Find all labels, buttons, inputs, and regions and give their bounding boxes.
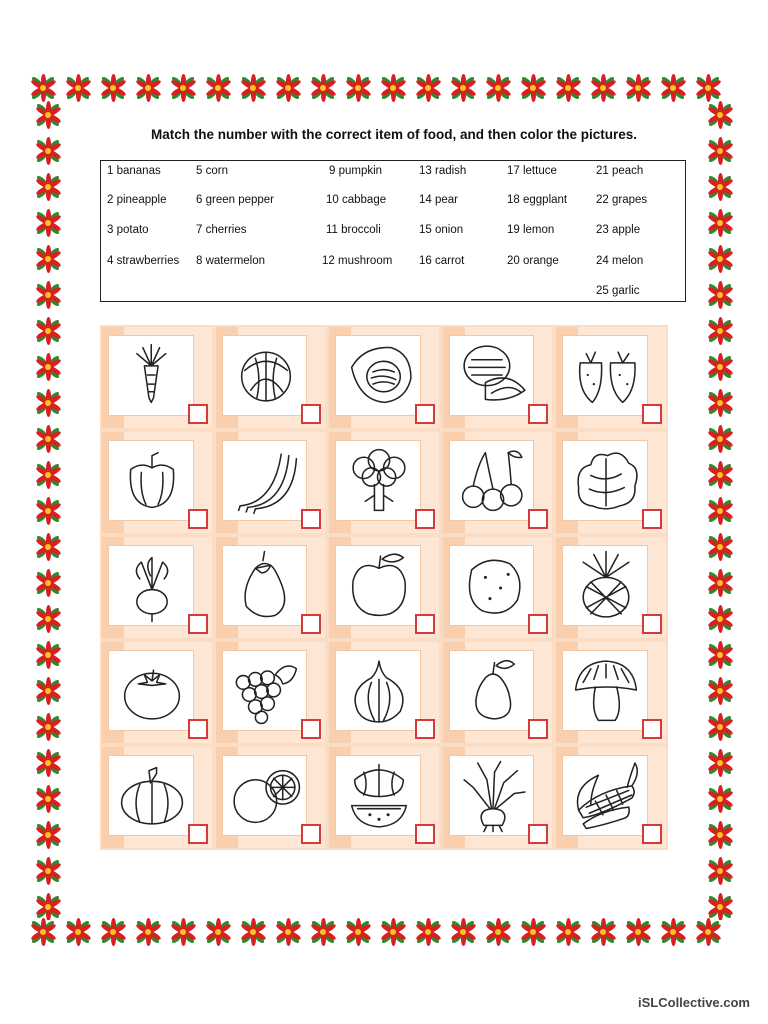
poinsettia-icon bbox=[705, 100, 735, 130]
poinsettia-icon bbox=[63, 73, 93, 103]
answer-box[interactable] bbox=[642, 824, 662, 844]
poinsettia-icon bbox=[33, 820, 63, 850]
word-item: 7 cherries bbox=[196, 224, 247, 236]
poinsettia-icon bbox=[33, 100, 63, 130]
footer-watermark: iSLCollective.com bbox=[638, 995, 750, 1010]
poinsettia-icon bbox=[33, 640, 63, 670]
poinsettia-icon bbox=[553, 73, 583, 103]
answer-box[interactable] bbox=[301, 509, 321, 529]
word-item: 6 green pepper bbox=[196, 194, 275, 206]
picture-cell bbox=[216, 327, 326, 428]
answer-box[interactable] bbox=[188, 824, 208, 844]
poinsettia-icon bbox=[33, 532, 63, 562]
picture-cell bbox=[102, 537, 212, 638]
poinsettia-icon bbox=[33, 784, 63, 814]
poinsettia-icon bbox=[623, 73, 653, 103]
pumpkin-slice-icon bbox=[341, 337, 417, 413]
word-item: 3 potato bbox=[107, 224, 149, 236]
watermelon-icon bbox=[341, 757, 417, 833]
poinsettia-icon bbox=[343, 917, 373, 947]
poinsettia-icon bbox=[705, 568, 735, 598]
poinsettia-icon bbox=[658, 73, 688, 103]
pear-icon bbox=[455, 652, 531, 728]
answer-box[interactable] bbox=[188, 509, 208, 529]
answer-box[interactable] bbox=[528, 404, 548, 424]
picture-cell bbox=[329, 432, 439, 533]
picture-cell bbox=[102, 432, 212, 533]
poinsettia-icon bbox=[378, 917, 408, 947]
poinsettia-icon bbox=[33, 892, 63, 920]
poinsettia-icon bbox=[705, 352, 735, 382]
word-item: 14 pear bbox=[419, 194, 459, 206]
poinsettia-icon bbox=[33, 388, 63, 418]
poinsettia-icon bbox=[705, 424, 735, 454]
strawberry-icon bbox=[568, 337, 644, 413]
cherries-icon bbox=[455, 442, 531, 518]
poinsettia-icon bbox=[308, 917, 338, 947]
poinsettia-icon bbox=[413, 73, 443, 103]
answer-box[interactable] bbox=[642, 719, 662, 739]
poinsettia-icon bbox=[705, 172, 735, 202]
poinsettia-icon bbox=[133, 73, 163, 103]
corn-icon bbox=[568, 757, 644, 833]
garlic-icon bbox=[455, 757, 531, 833]
poinsettia-icon bbox=[33, 208, 63, 238]
answer-box[interactable] bbox=[415, 614, 435, 634]
poinsettia-icon bbox=[705, 136, 735, 166]
picture-grid bbox=[100, 325, 668, 850]
poinsettia-border-left bbox=[28, 100, 68, 920]
poinsettia-icon bbox=[133, 917, 163, 947]
poinsettia-icon bbox=[705, 496, 735, 526]
answer-box[interactable] bbox=[188, 404, 208, 424]
picture-cell bbox=[329, 642, 439, 743]
word-item: 4 strawberries bbox=[107, 255, 180, 267]
answer-box[interactable] bbox=[528, 509, 548, 529]
poinsettia-icon bbox=[33, 496, 63, 526]
picture-cell bbox=[102, 642, 212, 743]
poinsettia-icon bbox=[33, 460, 63, 490]
poinsettia-icon bbox=[33, 136, 63, 166]
tomato-icon bbox=[114, 652, 190, 728]
poinsettia-icon bbox=[378, 73, 408, 103]
poinsettia-icon bbox=[705, 208, 735, 238]
picture-cell bbox=[216, 642, 326, 743]
word-item: 18 eggplant bbox=[507, 194, 568, 206]
answer-box[interactable] bbox=[301, 719, 321, 739]
poinsettia-icon bbox=[238, 917, 268, 947]
answer-box[interactable] bbox=[415, 404, 435, 424]
potato-icon bbox=[455, 547, 531, 623]
poinsettia-icon bbox=[33, 748, 63, 778]
answer-box[interactable] bbox=[642, 404, 662, 424]
pumpkin-icon bbox=[114, 757, 190, 833]
picture-cell bbox=[556, 747, 666, 848]
poinsettia-icon bbox=[33, 676, 63, 706]
poinsettia-icon bbox=[203, 917, 233, 947]
picture-cell bbox=[443, 432, 553, 533]
picture-cell bbox=[443, 327, 553, 428]
poinsettia-border-right bbox=[700, 100, 740, 920]
word-item: 23 apple bbox=[596, 224, 641, 236]
poinsettia-icon bbox=[28, 917, 58, 947]
poinsettia-icon bbox=[693, 73, 723, 103]
poinsettia-icon bbox=[413, 917, 443, 947]
poinsettia-icon bbox=[33, 316, 63, 346]
word-item: 16 carrot bbox=[419, 255, 465, 267]
grapes-icon bbox=[228, 652, 304, 728]
pepper-icon bbox=[114, 442, 190, 518]
word-item: 5 corn bbox=[196, 165, 228, 177]
word-item: 2 pineapple bbox=[107, 194, 167, 206]
bananas-icon bbox=[228, 442, 304, 518]
picture-cell bbox=[216, 537, 326, 638]
poinsettia-icon bbox=[705, 748, 735, 778]
poinsettia-icon bbox=[273, 917, 303, 947]
answer-box[interactable] bbox=[415, 719, 435, 739]
poinsettia-icon bbox=[705, 316, 735, 346]
poinsettia-icon bbox=[705, 712, 735, 742]
poinsettia-icon bbox=[658, 917, 688, 947]
picture-cell bbox=[216, 432, 326, 533]
poinsettia-icon bbox=[705, 640, 735, 670]
poinsettia-icon bbox=[98, 73, 128, 103]
word-item: 12 mushroom bbox=[322, 255, 393, 267]
word-item: 10 cabbage bbox=[326, 194, 387, 206]
poinsettia-icon bbox=[705, 388, 735, 418]
poinsettia-icon bbox=[623, 917, 653, 947]
poinsettia-icon bbox=[705, 856, 735, 886]
poinsettia-border-bottom bbox=[28, 912, 740, 952]
poinsettia-icon bbox=[33, 352, 63, 382]
poinsettia-icon bbox=[705, 820, 735, 850]
word-item: 11 broccoli bbox=[326, 224, 381, 236]
word-item: 15 onion bbox=[419, 224, 464, 236]
poinsettia-icon bbox=[33, 856, 63, 886]
radish-icon bbox=[114, 547, 190, 623]
instructions-heading: Match the number with the correct item of food, and then color the pictures. bbox=[150, 127, 638, 142]
answer-box[interactable] bbox=[642, 509, 662, 529]
poinsettia-icon bbox=[588, 73, 618, 103]
picture-cell bbox=[102, 747, 212, 848]
onion-icon bbox=[341, 652, 417, 728]
poinsettia-icon bbox=[518, 73, 548, 103]
poinsettia-icon bbox=[98, 917, 128, 947]
picture-cell bbox=[329, 327, 439, 428]
cabbage-icon bbox=[228, 337, 304, 413]
orange-icon bbox=[228, 757, 304, 833]
picture-cell bbox=[443, 642, 553, 743]
poinsettia-border-top bbox=[28, 70, 740, 106]
poinsettia-icon bbox=[33, 712, 63, 742]
poinsettia-icon bbox=[203, 73, 233, 103]
answer-box[interactable] bbox=[415, 509, 435, 529]
broccoli-icon bbox=[341, 442, 417, 518]
poinsettia-icon bbox=[63, 917, 93, 947]
answer-box[interactable] bbox=[188, 614, 208, 634]
pineapple-icon bbox=[568, 547, 644, 623]
poinsettia-icon bbox=[168, 917, 198, 947]
picture-cell bbox=[556, 327, 666, 428]
picture-cell bbox=[329, 537, 439, 638]
picture-cell bbox=[556, 537, 666, 638]
poinsettia-icon bbox=[705, 244, 735, 274]
answer-box[interactable] bbox=[301, 824, 321, 844]
poinsettia-icon bbox=[518, 917, 548, 947]
answer-box[interactable] bbox=[528, 614, 548, 634]
poinsettia-icon bbox=[33, 604, 63, 634]
word-item: 8 watermelon bbox=[196, 255, 266, 267]
poinsettia-icon bbox=[238, 73, 268, 103]
poinsettia-icon bbox=[705, 280, 735, 310]
word-item: 1 bananas bbox=[107, 165, 161, 177]
word-item: 24 melon bbox=[596, 255, 644, 267]
poinsettia-icon bbox=[705, 676, 735, 706]
poinsettia-icon bbox=[588, 917, 618, 947]
word-item: 17 lettuce bbox=[507, 165, 557, 177]
picture-cell bbox=[329, 747, 439, 848]
melon-icon bbox=[455, 337, 531, 413]
poinsettia-icon bbox=[705, 784, 735, 814]
poinsettia-icon bbox=[448, 73, 478, 103]
mushroom-icon bbox=[568, 652, 644, 728]
poinsettia-icon bbox=[28, 73, 58, 103]
picture-cell bbox=[102, 327, 212, 428]
poinsettia-icon bbox=[168, 73, 198, 103]
word-item: 22 grapes bbox=[596, 194, 648, 206]
poinsettia-icon bbox=[483, 73, 513, 103]
poinsettia-icon bbox=[693, 917, 723, 947]
word-item: 19 lemon bbox=[507, 224, 555, 236]
eggplant-icon bbox=[228, 547, 304, 623]
carrot-icon bbox=[114, 337, 190, 413]
poinsettia-icon bbox=[33, 244, 63, 274]
poinsettia-icon bbox=[343, 73, 373, 103]
answer-box[interactable] bbox=[415, 824, 435, 844]
answer-box[interactable] bbox=[528, 719, 548, 739]
word-bank bbox=[100, 160, 686, 302]
answer-box[interactable] bbox=[301, 404, 321, 424]
picture-cell bbox=[443, 537, 553, 638]
poinsettia-icon bbox=[33, 172, 63, 202]
picture-cell bbox=[556, 642, 666, 743]
poinsettia-icon bbox=[705, 892, 735, 920]
poinsettia-icon bbox=[705, 604, 735, 634]
poinsettia-icon bbox=[308, 73, 338, 103]
answer-box[interactable] bbox=[188, 719, 208, 739]
poinsettia-icon bbox=[33, 424, 63, 454]
word-item: 25 garlic bbox=[596, 285, 640, 297]
word-item: 9 pumpkin bbox=[329, 165, 383, 177]
word-item: 13 radish bbox=[419, 165, 467, 177]
poinsettia-icon bbox=[33, 280, 63, 310]
word-item: 21 peach bbox=[596, 165, 644, 177]
answer-box[interactable] bbox=[301, 614, 321, 634]
poinsettia-icon bbox=[705, 532, 735, 562]
answer-box[interactable] bbox=[642, 614, 662, 634]
poinsettia-icon bbox=[705, 460, 735, 490]
lettuce-icon bbox=[568, 442, 644, 518]
picture-cell bbox=[556, 432, 666, 533]
poinsettia-icon bbox=[273, 73, 303, 103]
poinsettia-icon bbox=[483, 917, 513, 947]
answer-box[interactable] bbox=[528, 824, 548, 844]
picture-cell bbox=[443, 747, 553, 848]
picture-cell bbox=[216, 747, 326, 848]
poinsettia-icon bbox=[448, 917, 478, 947]
poinsettia-icon bbox=[33, 568, 63, 598]
poinsettia-icon bbox=[553, 917, 583, 947]
apple-icon bbox=[341, 547, 417, 623]
word-item: 20 orange bbox=[507, 255, 559, 267]
